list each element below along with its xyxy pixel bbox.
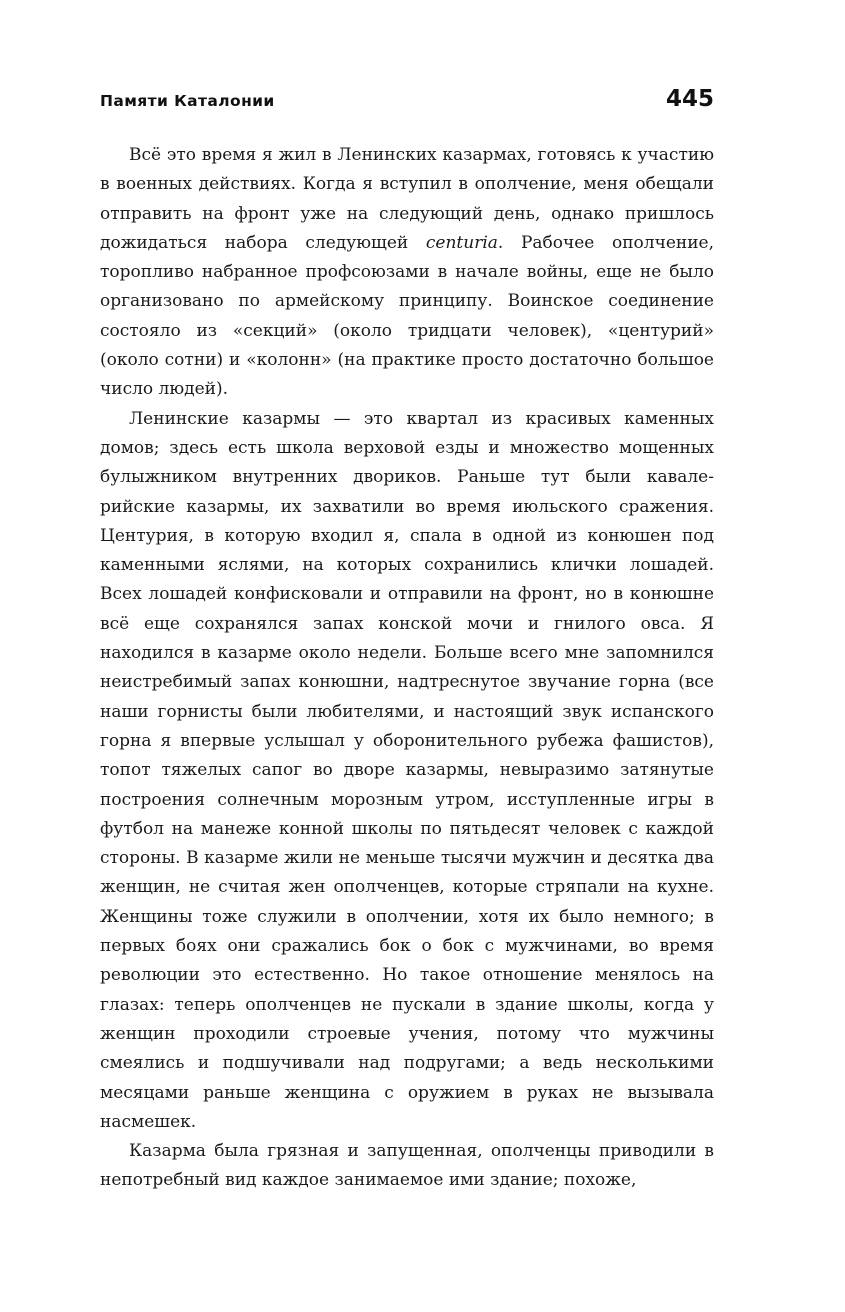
body-text bbox=[100, 141, 714, 1196]
running-header bbox=[100, 86, 714, 120]
paragraph-1-text-end: . Рабочее ополчение, торопливо набранное профсоюзами в начале войны, еще не было организовано по армейскому принципу. Воинское соединение состояло из «секций» (около тридцати человек), «центурий» (около сотни) и «колонн» (на практике просто достаточно большое число людей). bbox=[100, 232, 715, 400]
paragraph-1 bbox=[100, 141, 714, 405]
page-number: 445 bbox=[665, 86, 714, 112]
running-title: Памяти Каталонии bbox=[100, 92, 275, 110]
paragraph-2: Ленинские казармы — это квартал из красивых каменных домов; здесь есть школа верховой езды и множество мощенных булыжником внутренних двориков. Раньше тут были кавалерийские казармы, их захватили во время июльского сражения. Центурия, в которую входил я, спала в одной из конюшен под каменными яслями, на которых сохранились клички лошадей. Всех лошадей конфисковали и отправили на фронт, но в конюшне всё еще сохранялся запах конской мочи и гнилого овса. Я находился в казарме около недели. Больше всего мне запомнился неистребимый запах конюшни, надтреснутое звучание горна (все наши горнисты были любителями, и настоящий звук испанского горна я впервые услышал у оборонительного рубежа фашистов), топот тяжелых сапог во дворе казармы, невыразимо затянутые построения солнечным морозным утром, исступленные игры в футбол на манеже конной школы по пятьдесят человек с каждой стороны. В казарме жили не меньше тысячи мужчин и десятка два женщин, не считая жен ополченцев, которые стряпали на кухне. Женщины тоже служили в ополчении, хотя их было немного; в первых боях они сражались бок о бок с мужчинами, во время революции это естественно. Но такое отношение менялось на глазах: теперь ополченцев не пускали в здание школы, когда у женщин проходили строевые учения, потому что мужчины смеялись и подшучивали над подругами; а ведь несколькими месяцами раньше женщина с оружием в руках не вызывала насмешек. bbox=[100, 408, 714, 1132]
book-page bbox=[100, 86, 714, 1196]
italic-term: centuria bbox=[425, 232, 498, 253]
paragraph-1-text-start: Всё это время я жил в Ленинских казармах, готовясь к участию в военных действиях. Когда я вступил в ополчение, меня обещали отправить на фронт уже на следующий день, однако пришлось дожидаться набора следующей bbox=[100, 145, 714, 253]
paragraph-3: Казарма была грязная и запущенная, ополченцы приводили в непотребный вид каждое занимаемое ими здание; похоже, bbox=[100, 1141, 714, 1191]
